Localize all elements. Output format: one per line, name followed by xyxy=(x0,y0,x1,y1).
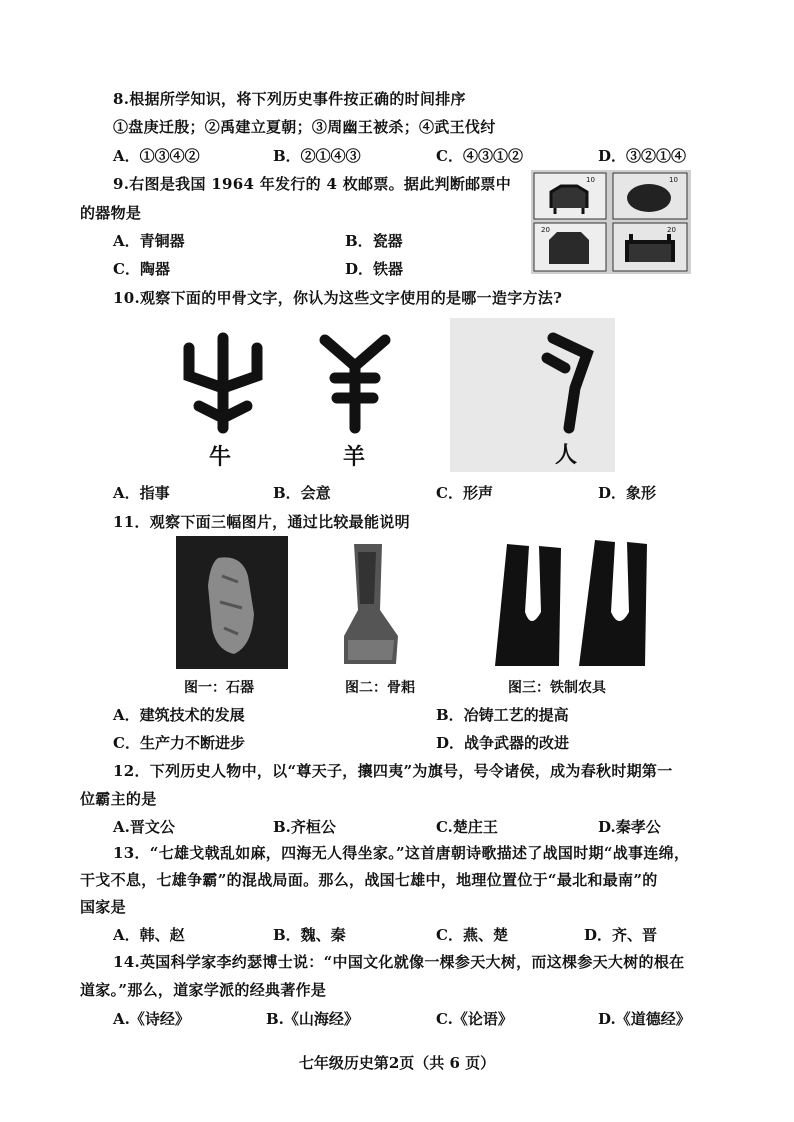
iron-tools-image xyxy=(487,536,655,670)
q12-stem-line2: 位霸主的是 xyxy=(80,790,157,808)
q9-option-a: A．青铜器 xyxy=(113,232,185,250)
q11-option-d: D．战争武器的改进 xyxy=(436,734,570,752)
q14-option-c: C.《论语》 xyxy=(436,1010,513,1028)
caption-stone-tool: 图一：石器 xyxy=(184,680,254,696)
stamp-value-1: 10 xyxy=(586,176,595,184)
q11-option-c: C．生产力不断进步 xyxy=(113,734,245,752)
q14-stem-line2: 道家。”那么，道家学派的经典著作是 xyxy=(80,981,327,999)
q8-option-d: D．③②①④ xyxy=(598,147,687,165)
stamp-value-3: 20 xyxy=(541,226,550,234)
glyph-label-person: 人 xyxy=(555,442,578,468)
q10-option-a: A．指事 xyxy=(113,484,170,502)
q12-option-a: A.晋文公 xyxy=(113,818,175,836)
q8-option-c: C．④③①② xyxy=(436,147,523,165)
q11-stem: 11．观察下面三幅图片，通过比较最能说明 xyxy=(113,513,410,531)
q13-stem-line3: 国家是 xyxy=(80,898,126,916)
stone-tool-image xyxy=(176,536,288,669)
q10-option-c: C．形声 xyxy=(436,484,493,502)
oracle-bone-characters-image xyxy=(175,318,615,472)
q9-option-b: B．瓷器 xyxy=(345,232,403,250)
q12-stem-line1: 12．下列历史人物中，以“尊天子，攘四夷”为旗号，号令诸侯，成为春秋时期第一 xyxy=(113,762,673,780)
q12-option-c: C.楚庄王 xyxy=(436,818,498,836)
stamp-value-2: 10 xyxy=(669,176,678,184)
glyph-label-ox: 牛 xyxy=(209,444,232,470)
q8-option-b: B．②①④③ xyxy=(273,147,361,165)
q8-option-a: A．①③④② xyxy=(113,147,200,165)
q12-option-d: D.秦孝公 xyxy=(598,818,661,836)
q14-option-b: B.《山海经》 xyxy=(266,1010,359,1028)
q10-option-d: D．象形 xyxy=(598,484,657,502)
caption-iron-tools: 图三：铁制农具 xyxy=(508,680,606,696)
q13-option-a: A．韩、赵 xyxy=(113,926,185,944)
q14-option-a: A.《诗经》 xyxy=(113,1010,190,1028)
q13-option-d: D．齐、晋 xyxy=(584,926,658,944)
bone-spade-image xyxy=(336,540,406,670)
glyph-label-sheep: 羊 xyxy=(343,444,366,470)
q11-option-a: A．建筑技术的发展 xyxy=(113,706,245,724)
q12-option-b: B.齐桓公 xyxy=(273,818,336,836)
q13-option-b: B．魏、秦 xyxy=(273,926,346,944)
q13-option-c: C．燕、楚 xyxy=(436,926,508,944)
q11-option-b: B．冶铸工艺的提高 xyxy=(436,706,569,724)
page-footer: 七年级历史第2页（共 6 页） xyxy=(298,1054,496,1072)
bronze-stamps-image xyxy=(531,170,691,274)
q10-option-b: B．会意 xyxy=(273,484,331,502)
q13-stem-line1: 13．“七雄戈戟乱如麻，四海无人得坐家。”这首唐朝诗歌描述了战国时期“战事连绵， xyxy=(113,844,690,862)
q10-stem: 10.观察下面的甲骨文字，你认为这些文字使用的是哪一造字方法? xyxy=(113,289,563,307)
q14-option-d: D.《道德经》 xyxy=(598,1010,691,1028)
q9-stem-line2: 的器物是 xyxy=(80,204,142,222)
stamp-value-4: 20 xyxy=(667,226,676,234)
caption-bone-spade: 图二：骨耜 xyxy=(345,680,415,696)
q9-option-d: D．铁器 xyxy=(345,260,404,278)
q9-stem-line1: 9.右图是我国 1964 年发行的 4 枚邮票。据此判断邮票中 xyxy=(113,175,512,193)
q8-stem: 8.根据所学知识，将下列历史事件按正确的时间排序 xyxy=(113,90,466,108)
q9-option-c: C．陶器 xyxy=(113,260,170,278)
q13-stem-line2: 干戈不息，七雄争霸”的混战局面。那么，战国七雄中，地理位置位于“最北和最南”的 xyxy=(80,871,658,889)
q14-stem-line1: 14.英国科学家李约瑟博士说：“中国文化就像一棵参天大树，而这棵参天大树的根在 xyxy=(113,953,685,971)
q8-events: ①盘庚迁殷；②禹建立夏朝；③周幽王被杀；④武王伐纣 xyxy=(113,118,496,136)
